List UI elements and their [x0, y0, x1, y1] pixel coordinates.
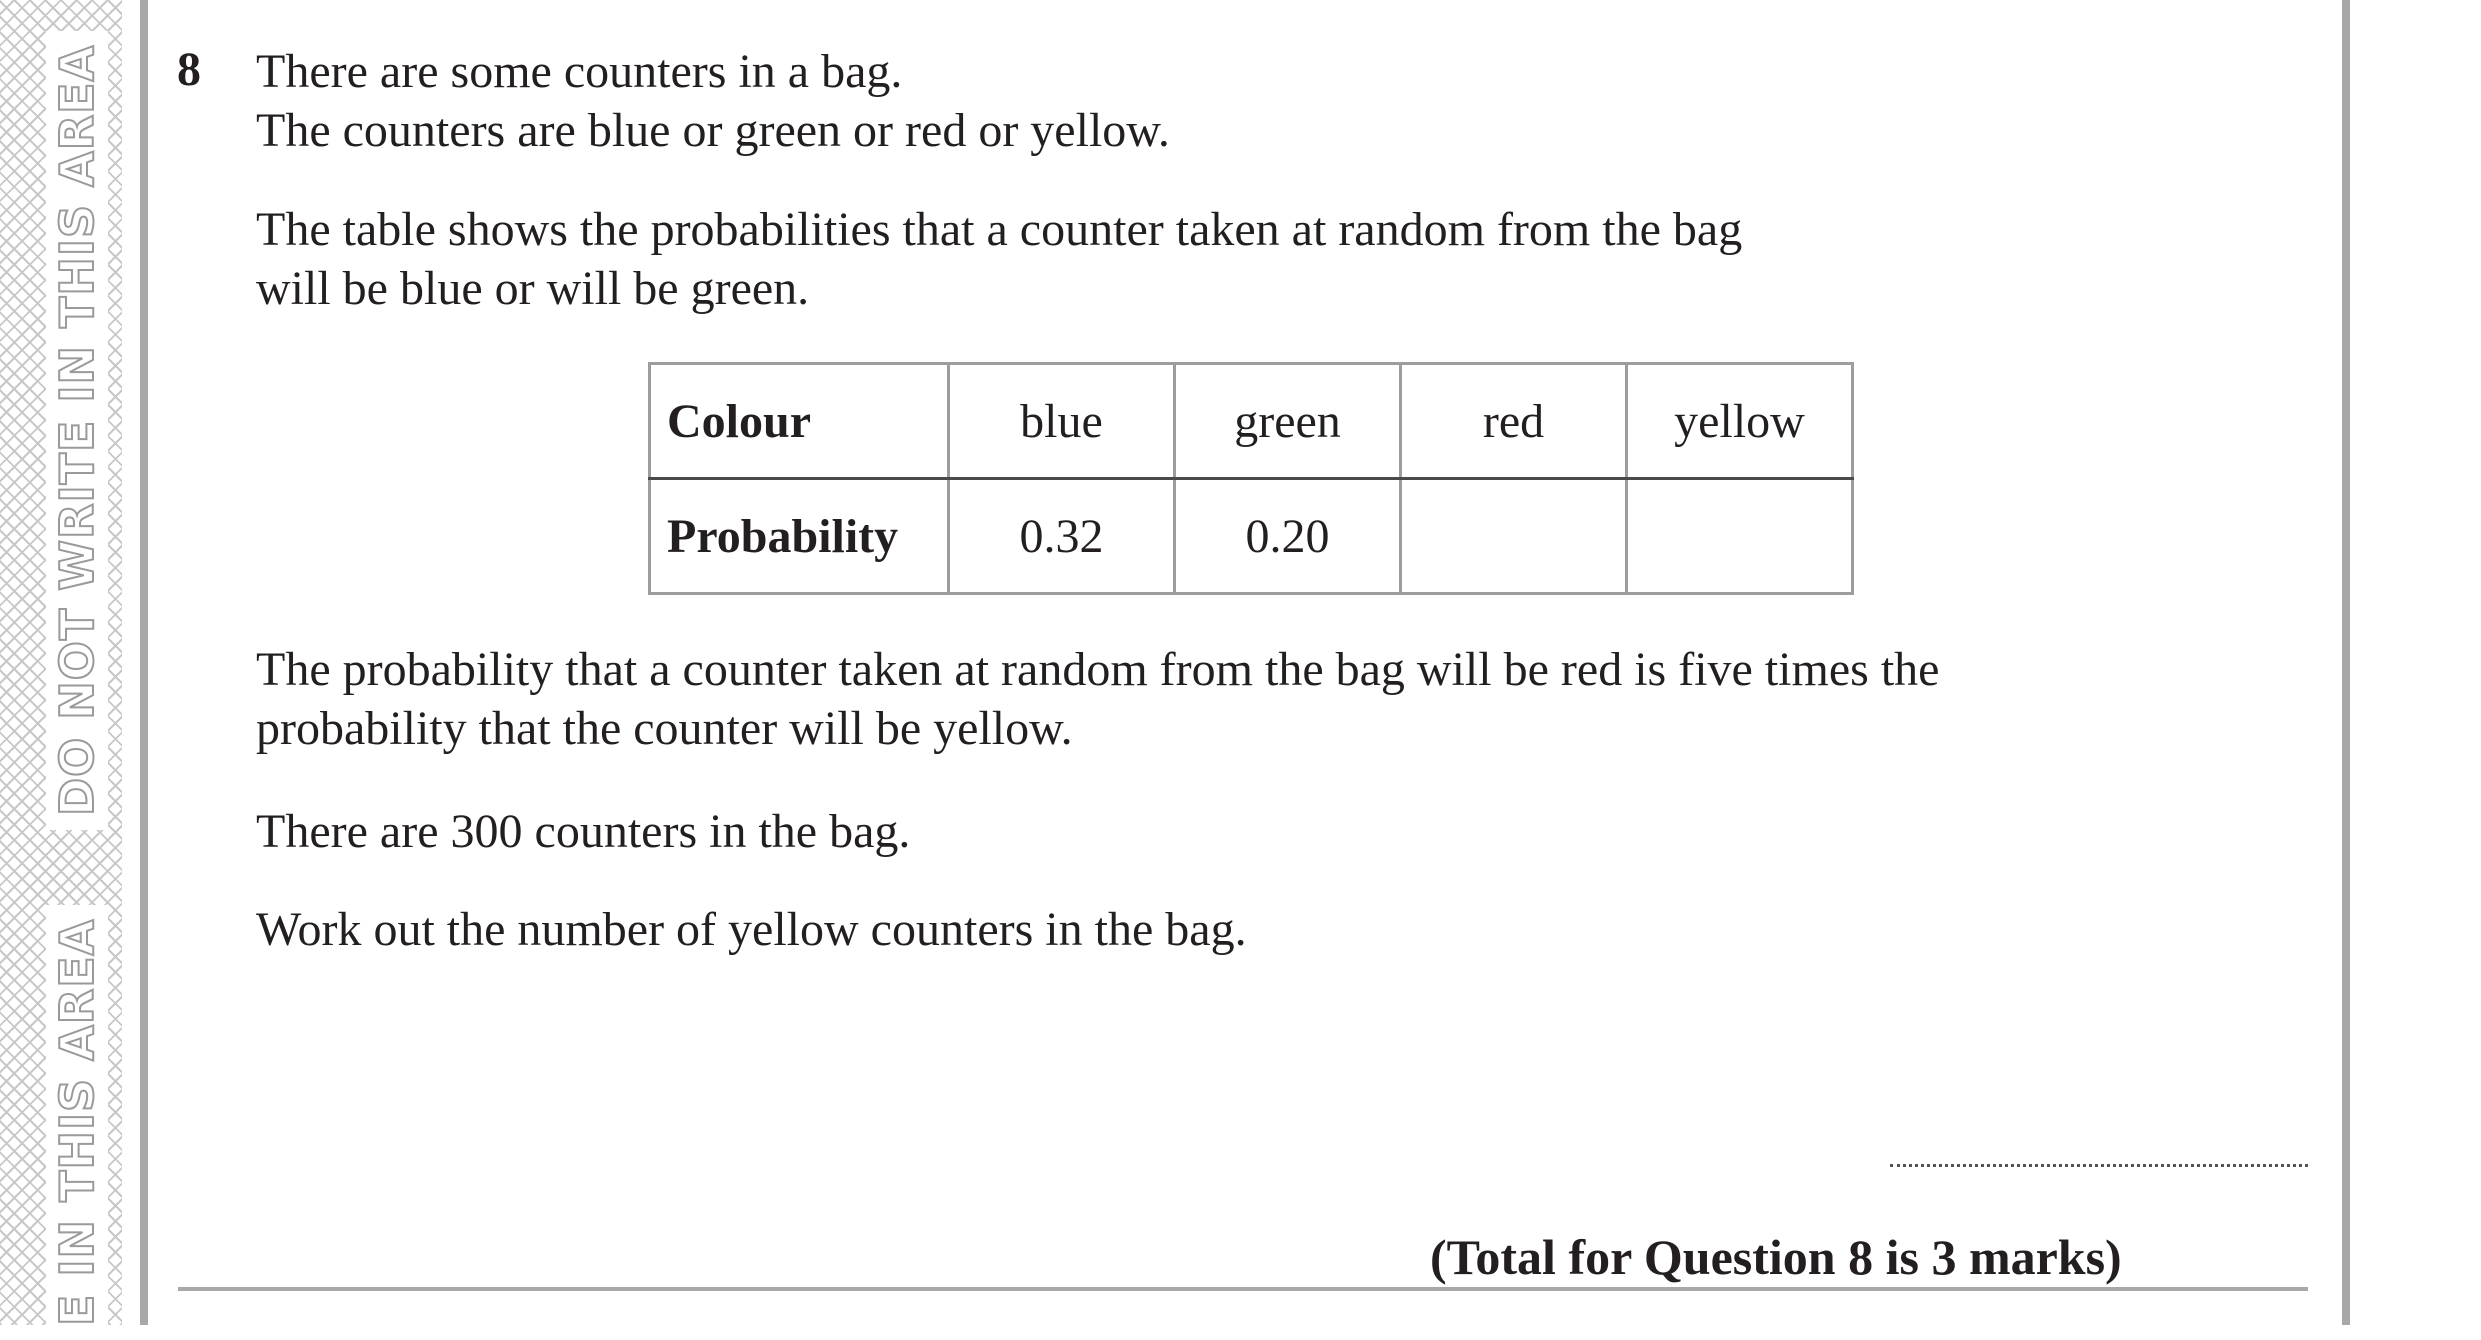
probability-cell-yellow[interactable] [1627, 479, 1853, 594]
relation-line: probability that the counter will be yellow. [256, 702, 1073, 755]
probability-table [648, 362, 1854, 595]
count-line: There are 300 counters in the bag. [256, 805, 911, 858]
relation-statement [256, 640, 1939, 758]
probability-cell-red[interactable] [1401, 479, 1627, 594]
margin-warning-text: E IN THIS AREA [46, 905, 108, 1340]
left-border-rule [140, 0, 148, 1325]
colour-row [650, 364, 1853, 479]
right-border-rule [2342, 0, 2350, 1325]
colour-cell-green: green [1175, 364, 1401, 479]
probability-row [650, 479, 1853, 594]
colour-cell-yellow: yellow [1627, 364, 1853, 479]
table-intro-line: will be blue or will be green. [256, 262, 810, 315]
probability-cell-blue: 0.32 [949, 479, 1175, 594]
intro-line: The counters are blue or green or red or yellow. [256, 104, 1170, 157]
table-intro-line: The table shows the probabilities that a counter taken at random from the bag [256, 203, 1743, 256]
table-intro [256, 200, 1742, 318]
task-statement [256, 900, 1247, 959]
colour-header: Colour [650, 364, 949, 479]
count-statement [256, 802, 910, 861]
relation-line: The probability that a counter taken at random from the bag will be red is five times the [256, 643, 1940, 696]
total-marks: (Total for Question 8 is 3 marks) [1430, 1229, 2122, 1285]
colour-cell-red: red [1401, 364, 1627, 479]
question-intro [256, 42, 1170, 160]
bottom-rule [178, 1287, 2308, 1291]
question-number: 8 [177, 43, 201, 96]
margin-warning-text: DO NOT WRITE IN THIS AREA [46, 31, 108, 830]
intro-line: There are some counters in a bag. [256, 45, 903, 98]
colour-cell-blue: blue [949, 364, 1175, 479]
answer-line[interactable] [1890, 1164, 2308, 1167]
do-not-write-margin [0, 0, 122, 1325]
task-line: Work out the number of yellow counters in the bag. [256, 903, 1247, 956]
probability-header: Probability [650, 479, 949, 594]
probability-cell-green: 0.20 [1175, 479, 1401, 594]
